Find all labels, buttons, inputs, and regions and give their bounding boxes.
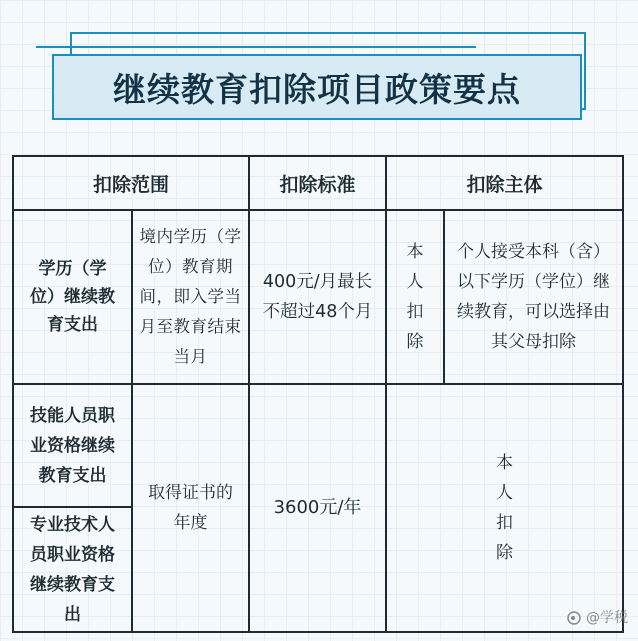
row2-category-skill: 技能人员职业资格继续教育支出 xyxy=(30,405,115,486)
page-title: 继续教育扣除项目政策要点 xyxy=(113,69,521,109)
header-standard: 扣除标准 xyxy=(279,173,356,196)
row2-subject: 本人扣除 xyxy=(496,453,513,563)
watermark-text: @学税 xyxy=(586,610,628,626)
table-border-bottom xyxy=(12,631,624,633)
row1-subject-short: 本人扣除 xyxy=(406,242,424,352)
row2-category-professional: 专业技术人员职业资格继续教育支出 xyxy=(30,514,115,625)
row1-subject-detail: 个人接受本科（含）以下学历（学位）继续教育，可以选择由其父母扣除 xyxy=(457,242,610,352)
weibo-icon xyxy=(566,609,582,625)
row1-standard: 400元/月最长不超过48个月 xyxy=(262,272,373,322)
row2-standard: 3600元/年 xyxy=(273,497,362,518)
row1-category: 学历（学位）继续教育支出 xyxy=(30,259,115,335)
watermark xyxy=(566,607,628,627)
header-scope: 扣除范围 xyxy=(92,173,169,196)
table-border-right xyxy=(622,155,624,633)
header-subject: 扣除主体 xyxy=(466,173,543,196)
row2-period: 取得证书的年度 xyxy=(148,483,233,533)
row1-period: 境内学历（学位）教育期间，即入学当月至教育结束当月 xyxy=(139,227,242,366)
